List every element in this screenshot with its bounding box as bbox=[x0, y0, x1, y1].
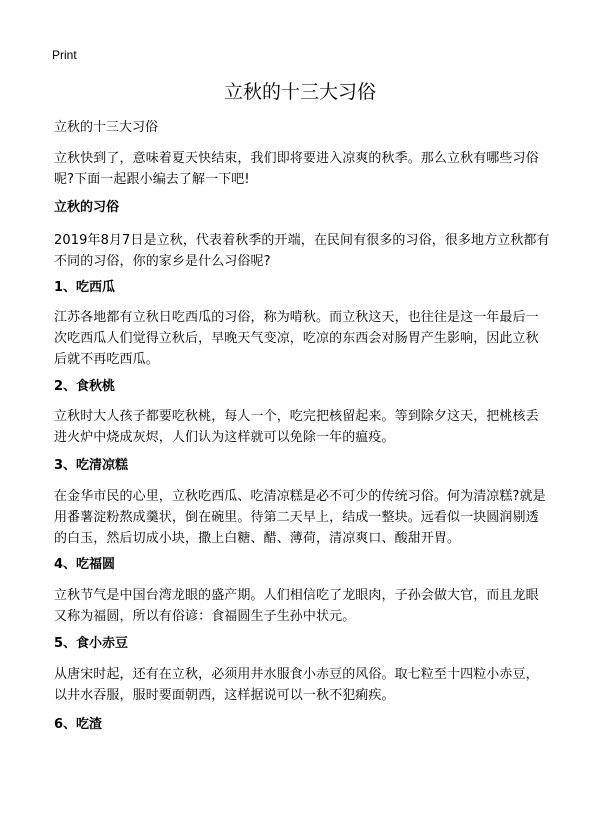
custom-text-2: 立秋时大人孩子都要吃秋桃，每人一个，吃完把核留起来。等到除夕这天，把桃核丢进火炉中烧成灰烬，人们认为这样就可以免除一年的瘟疫。 bbox=[54, 409, 539, 445]
custom-text-4: 立秋节气是中国台湾龙眼的盛产期。人们相信吃了龙眼肉，子孙会做大官，而且龙眼又称为福圆，所以有俗谚：食福圆生子生孙中状元。 bbox=[54, 588, 539, 624]
section-heading: 立秋的习俗 bbox=[54, 200, 120, 215]
page-title: 立秋的十三大习俗 bbox=[223, 81, 376, 103]
custom-heading-6: 6、吃渣 bbox=[54, 717, 103, 732]
article-subtitle: 立秋的十三大习俗 bbox=[54, 120, 159, 135]
custom-text-5: 从唐宋时起，还有在立秋，必须用井水服食小赤豆的风俗。取七粒至十四粒小赤豆，以井水吞服，服时要面朝西，这样据说可以一秋不犯痢疾。 bbox=[54, 667, 539, 703]
custom-text-1: 江苏各地都有立秋日吃西瓜的习俗，称为啃秋。而立秋这天，也往往是这一年最后一次吃西瓜人们觉得立秋后，早晚天气变凉，吃凉的东西会对肠胃产生影响，因此立秋后就不再吃西瓜。 bbox=[54, 310, 539, 367]
custom-heading-3: 3、吃清凉糕 bbox=[54, 458, 129, 473]
print-link[interactable]: Print bbox=[52, 48, 77, 62]
custom-heading-4: 4、吃福圆 bbox=[54, 557, 116, 572]
section-intro-paragraph: 2019年8月7日是立秋，代表着秋季的开端，在民间有很多的习俗，很多地方立秋都有不同的习俗，你的家乡是什么习俗呢? bbox=[54, 233, 550, 269]
custom-text-3: 在金华市民的心里，立秋吃西瓜、吃清凉糕是必不可少的传统习俗。何为清凉糕?就是用番薯淀粉熬成羹状，倒在碗里。待第二天早上，结成一整块。远看似一块圆润剔透的白玉，然后切成小块，撒上白糖、醋、薄荷，清凉爽口、酸甜开胃。 bbox=[54, 489, 546, 546]
intro-paragraph: 立秋快到了，意味着夏天快结束，我们即将要进入凉爽的秋季。那么立秋有哪些习俗呢?下面一起跟小编去了解一下吧! bbox=[54, 151, 539, 187]
custom-heading-1: 1、吃西瓜 bbox=[54, 280, 116, 295]
custom-heading-5: 5、食小赤豆 bbox=[54, 636, 129, 651]
custom-heading-2: 2、食秋桃 bbox=[54, 379, 116, 394]
